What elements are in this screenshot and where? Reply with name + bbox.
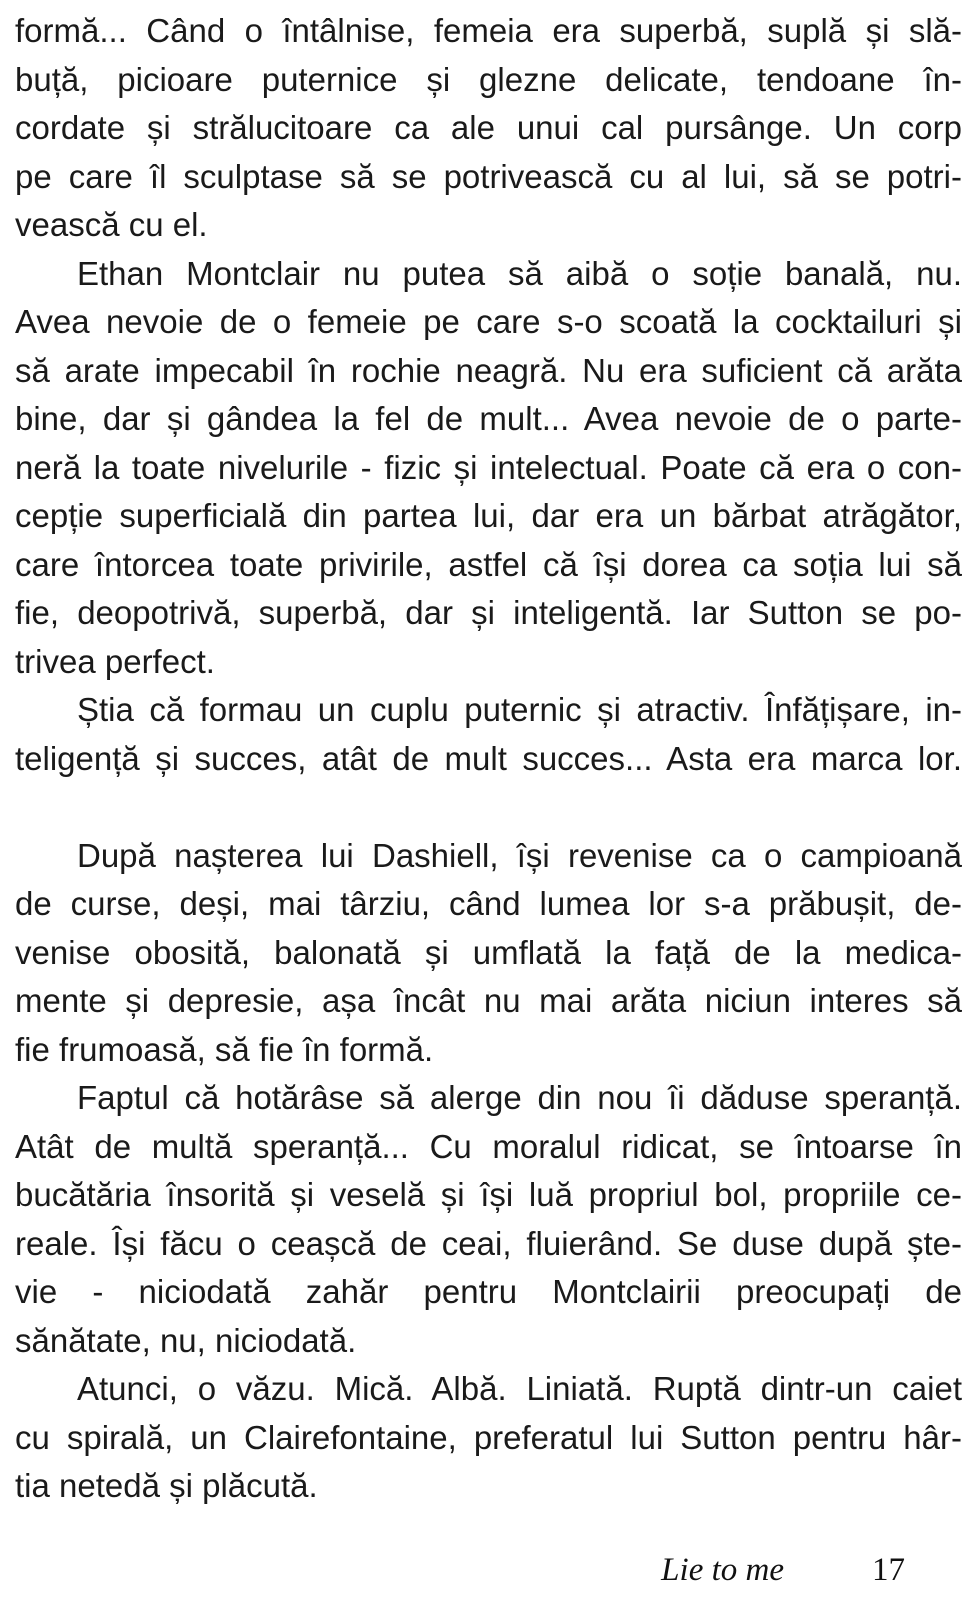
text-line: sănătate, nu, niciodată. — [15, 1321, 357, 1359]
text-line: care întorcea toate privirile, astfel că își dorea ca soția lui să — [15, 545, 962, 583]
text-line: După nașterea lui Dashiell, își revenise ca o campioană — [77, 836, 962, 874]
text-line: venise obosită, balonată și umflată la față de la medica- — [15, 933, 962, 971]
text-line: vească cu el. — [15, 206, 208, 243]
text-line: tia netedă și plăcută. — [15, 1467, 318, 1504]
text-line: Atunci, o văzu. Mică. Albă. Liniată. Ruptă dintr-un caiet — [77, 1370, 962, 1407]
text-line: buță, picioare puternice și glezne delicate, tendoane în- — [15, 60, 962, 98]
text-line: cu spirală, un Clairefontaine, preferatul lui Sutton pentru hâr- — [15, 1418, 962, 1456]
text-line: Ethan Montclair nu putea să aibă o soție banală, nu. — [77, 254, 962, 292]
text-line: Avea nevoie de o femeie pe care s-o scoată la cocktailuri și — [15, 303, 962, 340]
running-title: Lie to me — [661, 1551, 784, 1588]
text-line: fie frumoasă, să fie în formă. — [15, 1030, 434, 1068]
text-line: bine, dar și gândea la fel de mult... Avea nevoie de o parte- — [15, 400, 962, 437]
text-line: trivea perfect. — [15, 642, 215, 680]
text-line: formă... Când o întâlnise, femeia era superbă, suplă și slă- — [15, 12, 962, 49]
text-line: bucătăria însorită și veselă și își luă propriul bol, propriile ce- — [15, 1176, 962, 1213]
text-line: mente și depresie, așa încât nu mai arăta niciun interes să — [15, 982, 962, 1019]
text-line: fie, deopotrivă, superbă, dar și inteligentă. Iar Sutton se po- — [15, 594, 962, 631]
text-line: să arate impecabil în rochie neagră. Nu era suficient că arăta — [15, 351, 962, 389]
text-line: neră la toate nivelurile - fizic și intelectual. Poate că era o con- — [15, 448, 962, 486]
text-line: Faptul că hotărâse să alerge din nou îi dăduse speranță. — [77, 1079, 962, 1116]
text-line: vie - niciodată zahăr pentru Montclairii preocupați de — [15, 1273, 962, 1310]
page-number: 17 — [872, 1551, 905, 1588]
text-line: cepție superficială din partea lui, dar era un bărbat atrăgător, — [15, 497, 962, 534]
text-line: Atât de multă speranță... Cu moralul ridicat, se întoarse în — [15, 1127, 962, 1165]
text-line: cordate și strălucitoare ca ale unui cal pursânge. Un corp — [15, 109, 962, 146]
text-line: pe care îl sculptase să se potrivească cu al lui, să se potri- — [15, 157, 962, 195]
text-line: Știa că formau un cuplu puternic și atractiv. Înfățișare, in- — [77, 691, 962, 728]
text-line: de curse, deși, mai târziu, când lumea lor s-a prăbușit, de- — [15, 885, 962, 922]
text-line: reale. Își făcu o ceașcă de ceai, fluierând. Se duse după ște- — [15, 1224, 962, 1262]
text-line: teligență și succes, atât de mult succes... Asta era marca lor. — [15, 739, 962, 777]
scene-break — [15, 783, 962, 832]
page-footer — [15, 1549, 962, 1591]
